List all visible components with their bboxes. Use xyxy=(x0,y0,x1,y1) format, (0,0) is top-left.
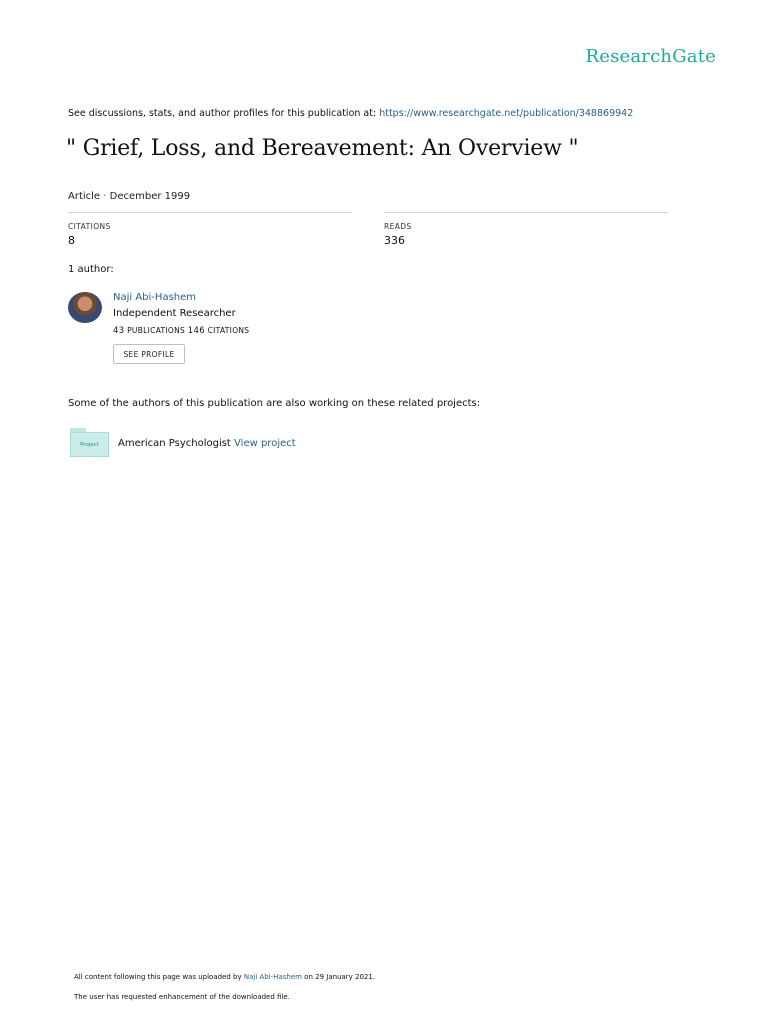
publications-count: 43 xyxy=(113,326,125,336)
upload-prefix: All content following this page was uploaded by xyxy=(74,973,244,981)
publication-title: " Grief, Loss, and Bereavement: An Overview " xyxy=(66,136,579,161)
project-item xyxy=(70,428,470,460)
author-avatar[interactable] xyxy=(68,292,102,323)
author-citations-count: 146 xyxy=(187,326,205,336)
related-projects-heading: Some of the authors of this publication are also working on these related projects: xyxy=(68,398,481,409)
reads-label: READS xyxy=(384,222,412,231)
folder-label: Project xyxy=(70,432,109,457)
folder-icon[interactable] xyxy=(70,428,109,457)
discussion-text: See discussions, stats, and author profiles for this publication at: xyxy=(68,108,380,119)
enhancement-note: The user has requested enhancement of the downloaded file. xyxy=(74,993,290,1001)
upload-notice xyxy=(74,973,375,981)
publication-url-link[interactable]: https://www.researchgate.net/publication/348869942 xyxy=(379,108,634,119)
publication-type: Article xyxy=(68,191,101,202)
publication-date: December 1999 xyxy=(109,191,191,202)
author-institution: Independent Researcher xyxy=(113,308,236,319)
reads-stat xyxy=(384,212,668,247)
citations-label: CITATIONS xyxy=(68,222,111,231)
author-counts xyxy=(113,326,249,336)
discussion-line xyxy=(68,108,633,119)
project-text xyxy=(118,438,296,449)
publications-label: PUBLICATIONS xyxy=(124,326,188,335)
publication-meta xyxy=(68,191,190,202)
see-profile-button[interactable]: SEE PROFILE xyxy=(113,344,185,364)
reads-value: 336 xyxy=(384,234,405,247)
author-name-link[interactable]: Naji Abi-Hashem xyxy=(113,292,197,303)
uploader-link[interactable]: Naji Abi-Hashem xyxy=(243,973,302,981)
author-card xyxy=(68,290,468,370)
researchgate-logo[interactable]: ResearchGate xyxy=(585,46,716,67)
view-project-link[interactable]: View project xyxy=(234,438,296,449)
authors-heading: 1 author: xyxy=(68,264,114,275)
author-citations-label: CITATIONS xyxy=(204,326,250,335)
meta-separator: · xyxy=(100,191,110,202)
citations-stat xyxy=(68,212,352,247)
citations-value: 8 xyxy=(68,234,75,247)
project-name: American Psychologist xyxy=(118,438,235,449)
upload-suffix: on 29 January 2021. xyxy=(301,973,376,981)
